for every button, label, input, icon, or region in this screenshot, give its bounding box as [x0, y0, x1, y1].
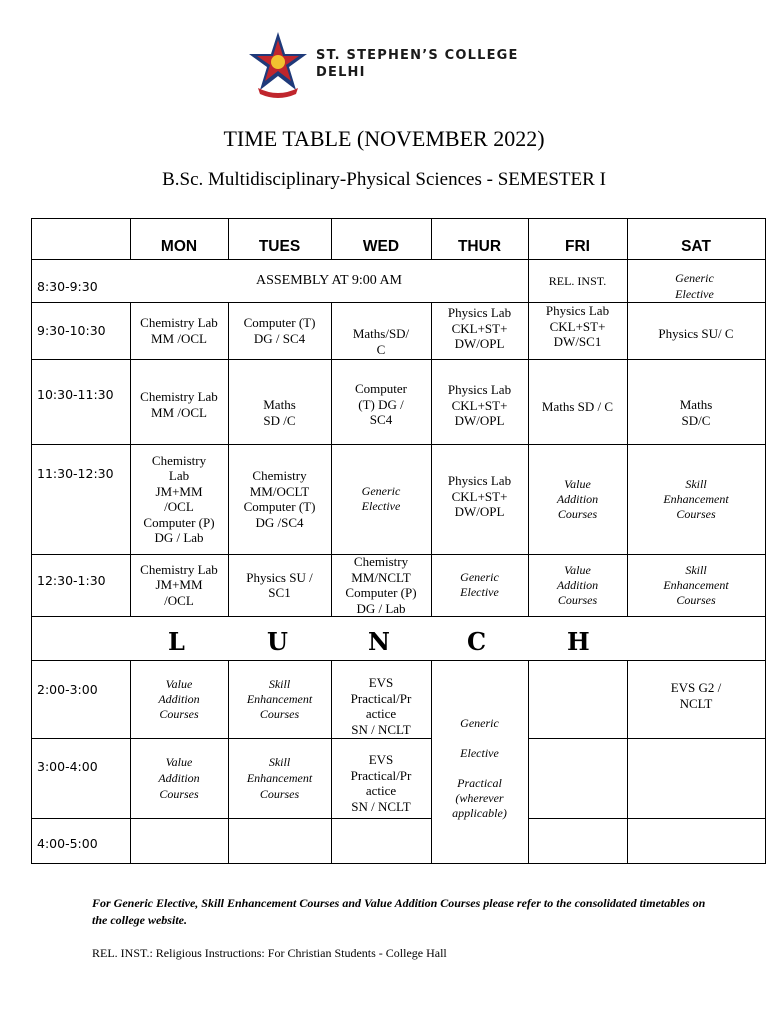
- time-label: 3:00-4:00: [37, 758, 98, 774]
- college-name: [316, 47, 519, 81]
- time-label: 11:30-12:30: [37, 466, 114, 482]
- page-subtitle: B.Sc. Multidisciplinary-Physical Sciences - SEMESTER I: [162, 169, 606, 190]
- rel-inst-cell: REL. INST.: [548, 274, 607, 288]
- class-cell: Skill Enhancement Courses: [246, 755, 313, 801]
- lunch-letter: C: [467, 627, 488, 656]
- class-cell: Skill Enhancement Courses: [246, 676, 313, 721]
- day-header-tues: TUES: [258, 238, 301, 256]
- class-cell: Chemistry Lab MM /OCL: [140, 389, 218, 420]
- time-label: 2:00-3:00: [37, 682, 98, 698]
- class-cell: Chemistry Lab JM+MM /OCL: [140, 561, 218, 608]
- lunch-letter: L: [168, 627, 186, 656]
- college-logo: [248, 30, 308, 100]
- class-cell: Physics SU/ C: [658, 325, 734, 341]
- lunch-letter: U: [267, 627, 289, 656]
- class-cell: EVS G2 / NCLT: [670, 680, 722, 711]
- generic-elective-practical-cell: Generic Elective Practical (wherever applicable): [452, 716, 507, 820]
- class-cell: Value Addition Courses: [158, 755, 200, 801]
- class-cell: Physics Lab CKL+ST+ DW/OPL: [447, 305, 512, 352]
- grid-line: [528, 818, 766, 819]
- grid-line: [31, 863, 766, 864]
- page-title: TIME TABLE (NOVEMBER 2022): [223, 126, 545, 151]
- grid-line: [528, 738, 766, 739]
- class-cell: Physics Lab CKL+ST+ DW/SC1: [545, 303, 610, 350]
- time-label: 8:30-9:30: [37, 278, 98, 294]
- class-cell: EVS Practical/Pr actice SN / NCLT: [350, 675, 412, 737]
- grid-line: [528, 660, 529, 864]
- grid-line: [31, 616, 766, 617]
- class-cell: Physics Lab CKL+ST+ DW/OPL: [447, 382, 512, 428]
- class-cell: Chemistry MM/OCLT Computer (T) DG /SC4: [243, 468, 316, 530]
- generic-elective-cell: Generic Elective: [675, 271, 714, 301]
- class-cell: Maths SD /C: [263, 397, 296, 428]
- class-cell: Value Addition Courses: [556, 476, 599, 521]
- college-name-line2: DELHI: [316, 65, 366, 80]
- grid-line: [765, 218, 766, 864]
- class-cell: Skill Enhancement Courses: [663, 562, 729, 607]
- day-header-thur: THUR: [457, 238, 502, 256]
- footnote-rel-inst: REL. INST.: Religious Instructions: For Christian Students - College Hall: [92, 946, 447, 960]
- time-label: 9:30-10:30: [37, 322, 106, 338]
- class-cell: Skill Enhancement Courses: [663, 476, 729, 521]
- class-cell: Generic Elective: [460, 570, 499, 599]
- day-header-sat: SAT: [681, 238, 711, 256]
- day-header-fri: FRI: [565, 238, 590, 256]
- day-header-mon: MON: [160, 238, 198, 256]
- lunch-letter: H: [567, 627, 591, 656]
- class-cell: Generic Elective: [361, 484, 401, 513]
- class-cell: Computer (T) DG / SC4: [243, 315, 316, 346]
- lunch-letter: N: [368, 627, 391, 656]
- class-cell: Maths/SD/ C: [352, 326, 410, 357]
- class-cell: Chemistry Lab JM+MM /OCL Computer (P) DG / Lab: [143, 452, 215, 545]
- class-cell: Chemistry MM/NCLT Computer (P) DG / Lab: [345, 554, 417, 616]
- class-cell: Physics Lab CKL+ST+ DW/OPL: [447, 473, 512, 519]
- class-cell: EVS Practical/Pr actice SN / NCLT: [350, 752, 412, 814]
- class-cell: Chemistry Lab MM /OCL: [140, 315, 218, 346]
- class-cell: Value Addition Courses: [556, 562, 599, 607]
- footnote-electives: For Generic Elective, Skill Enhancement Courses and Value Addition Courses please refer to the consolidated timetables on the college website.: [92, 896, 706, 927]
- class-cell: Computer (T) DG / SC4: [355, 381, 407, 427]
- class-cell: Physics SU / SC1: [246, 569, 313, 600]
- time-label: 10:30-11:30: [37, 387, 114, 403]
- timetable: [31, 218, 766, 864]
- time-label: 12:30-1:30: [37, 572, 106, 588]
- time-label: 4:00-5:00: [37, 836, 98, 852]
- day-header-wed: WED: [362, 238, 400, 256]
- class-cell: Maths SD / C: [541, 399, 614, 414]
- college-name-line1: ST. STEPHEN’S COLLEGE: [316, 48, 519, 63]
- assembly-cell: ASSEMBLY AT 9:00 AM: [255, 273, 403, 288]
- class-cell: Maths SD/C: [679, 397, 713, 428]
- class-cell: Value Addition Courses: [158, 676, 200, 721]
- grid-line: [31, 218, 766, 219]
